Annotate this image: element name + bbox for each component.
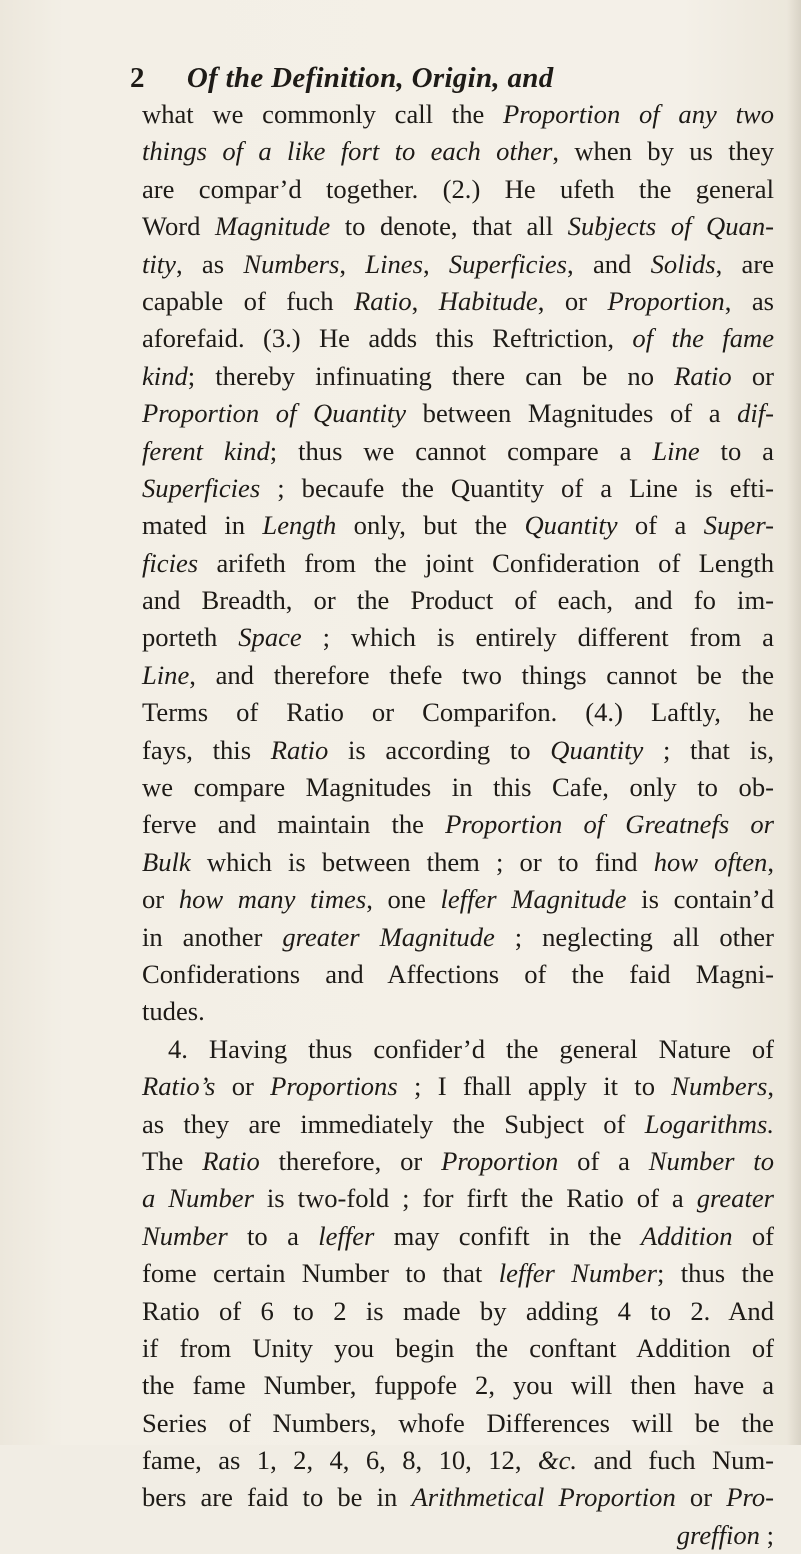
page-edge-shadow <box>787 0 801 1445</box>
text-line <box>142 657 774 694</box>
text-line <box>142 395 774 432</box>
text-run: , or <box>537 285 608 316</box>
text-run: Word <box>142 211 215 242</box>
text-line <box>142 320 774 357</box>
text-line <box>142 1143 774 1180</box>
italic-run: Length <box>262 510 337 541</box>
italic-run: Ratio <box>270 734 329 765</box>
text-run: bers are faid to be in <box>142 1482 412 1513</box>
text-run: Confiderations and Affections of the faid Magni- <box>142 958 774 989</box>
text-run: ; <box>759 1519 774 1550</box>
italic-run: Addition <box>640 1220 733 1251</box>
italic-run: Solids <box>650 248 716 279</box>
italic-run: &c. <box>537 1445 578 1476</box>
text-line <box>142 619 774 656</box>
italic-run: Superficies <box>448 248 568 279</box>
text-run: , one <box>366 884 441 915</box>
text-run: between Magnitudes of a <box>406 398 738 429</box>
text-line <box>142 1367 774 1404</box>
text-run: ferve and maintain the <box>142 809 446 840</box>
text-line <box>142 919 774 956</box>
text-run: aforefaid. (3.) He adds this Reftriction, <box>142 323 633 354</box>
italic-run: Proportion <box>441 1145 559 1176</box>
running-title: Of the Definition, Origin, and <box>186 62 554 94</box>
italic-run: how many times <box>178 884 367 915</box>
text-line <box>142 433 774 470</box>
text-run: ; thus the <box>656 1258 774 1289</box>
text-run: tudes. <box>142 996 205 1027</box>
italic-run: leffer <box>318 1220 375 1251</box>
italic-run: greffion <box>676 1519 760 1550</box>
text-line <box>142 1330 774 1367</box>
text-line <box>142 171 774 208</box>
text-run: 4. Having thus confider’d the general Nature of <box>168 1033 774 1064</box>
text-line <box>142 507 774 544</box>
text-run: are compar’d together. (2.) He ufeth the general <box>142 173 774 204</box>
italic-run: Numbers <box>243 248 340 279</box>
text-run: or <box>731 360 774 391</box>
italic-run: ficies <box>142 547 199 578</box>
text-run: , as <box>175 248 244 279</box>
text-run: is contain’d <box>626 884 774 915</box>
text-line <box>142 956 774 993</box>
italic-run: of the fame <box>632 323 774 354</box>
text-line <box>142 246 774 283</box>
text-line <box>142 1031 774 1068</box>
text-run: ; I fhall apply it to <box>397 1071 672 1102</box>
text-line <box>142 1517 774 1554</box>
text-line <box>142 1293 774 1330</box>
italic-run: Proportion <box>607 285 725 316</box>
text-line <box>142 133 774 170</box>
text-run: , as <box>724 285 774 316</box>
italic-run: Proportions <box>270 1071 398 1102</box>
text-line <box>142 844 774 881</box>
text-run: is two-fold ; for firft the Ratio of a <box>253 1183 697 1214</box>
text-run: ; becaufe the Quantity of a Line is efti- <box>260 472 774 503</box>
italic-run: Number <box>142 1220 228 1251</box>
italic-run: Numbers <box>671 1071 768 1102</box>
text-run: as they are immediately the Subject of <box>142 1108 645 1139</box>
text-run: of <box>732 1220 774 1251</box>
italic-run: Ratio’s <box>142 1071 216 1102</box>
text-run: , <box>767 846 775 877</box>
text-run: fome certain Number to that <box>142 1258 499 1289</box>
italic-run: a Number <box>142 1183 254 1214</box>
text-run: we compare Magnitudes in this Cafe, only to ob- <box>142 772 774 803</box>
text-run: may confift in the <box>374 1220 641 1251</box>
text-line <box>142 769 774 806</box>
text-run: , when by us they <box>552 136 775 167</box>
text-line <box>142 806 774 843</box>
text-run: to denote, that all <box>330 211 568 242</box>
text-run: is according to <box>328 734 551 765</box>
italic-run: tity <box>142 248 176 279</box>
text-line <box>142 582 774 619</box>
text-run: Terms of Ratio or Comparifon. (4.) Laftly, he <box>142 697 774 728</box>
italic-run: greater <box>696 1183 774 1214</box>
text-run: ; that is, <box>643 734 774 765</box>
page-number: 2 <box>130 62 145 94</box>
text-run: ; neglecting all other <box>494 921 774 952</box>
text-run: or <box>142 884 179 915</box>
italic-run: Quantity <box>524 510 618 541</box>
text-run: porteth <box>142 622 239 653</box>
text-run: , and therefore thefe two things cannot be the <box>189 659 774 690</box>
text-run: to a <box>227 1220 319 1251</box>
text-line <box>142 1218 774 1255</box>
text-run: or <box>215 1071 271 1102</box>
text-line <box>142 1068 774 1105</box>
text-run: ; which is entirely different from a <box>301 622 774 653</box>
text-run: of a <box>617 510 704 541</box>
italic-run: Quantity <box>550 734 644 765</box>
text-line <box>142 545 774 582</box>
text-line <box>142 470 774 507</box>
text-run: which is between them ; or to find <box>190 846 654 877</box>
text-line <box>142 96 774 133</box>
text-run: fame, as 1, 2, 4, 6, 8, 10, 12, <box>142 1445 538 1476</box>
italic-run: Superficies <box>142 472 261 503</box>
text-run: ; thereby infinuating there can be no <box>187 360 675 391</box>
text-line <box>142 208 774 245</box>
text-run: , and <box>567 248 651 279</box>
text-run: only, but the <box>336 510 525 541</box>
italic-run: Proportion of Greatnefs or <box>445 809 774 840</box>
text-line <box>142 694 774 731</box>
text-run: Ratio of 6 to 2 is made by adding 4 to 2. And <box>142 1295 774 1326</box>
italic-run: Pro- <box>726 1482 774 1513</box>
text-run: capable of fuch <box>142 285 355 316</box>
text-run: if from Unity you begin the conftant Addition of <box>142 1332 774 1363</box>
text-run: Series of Numbers, whofe Differences will be the <box>142 1407 774 1438</box>
text-line <box>142 1442 774 1479</box>
text-line <box>142 1479 774 1516</box>
text-run: , <box>767 1071 774 1102</box>
text-run: arifeth from the joint Confideration of Length <box>198 547 774 578</box>
text-line <box>142 993 774 1030</box>
body-text <box>142 96 774 1554</box>
italic-run: how often <box>653 846 768 877</box>
italic-run: Ratio <box>354 285 412 316</box>
italic-run: Ratio <box>674 360 732 391</box>
text-run: and fuch Num- <box>577 1445 775 1476</box>
italic-run: Lines <box>365 248 423 279</box>
italic-run: Space <box>238 622 302 653</box>
italic-run: kind <box>142 360 188 391</box>
text-run: what we commonly call the <box>142 99 504 129</box>
text-run: or <box>675 1482 727 1513</box>
italic-run: Proportion of any two <box>503 99 774 129</box>
text-run: and Breadth, or the Product of each, and fo im- <box>142 585 774 616</box>
italic-run: Ratio <box>202 1145 260 1176</box>
italic-run: Line <box>142 659 190 690</box>
text-run: of a <box>558 1145 649 1176</box>
text-run: fays, this <box>142 734 271 765</box>
text-line <box>142 1255 774 1292</box>
italic-run: Arithmetical Proportion <box>411 1482 676 1513</box>
text-run: , <box>411 285 439 316</box>
italic-run: Bulk <box>142 846 191 877</box>
italic-run: Logarithms. <box>644 1108 774 1139</box>
text-run: , are <box>715 248 775 279</box>
text-line <box>142 283 774 320</box>
text-line <box>142 1405 774 1442</box>
text-run: therefore, or <box>259 1145 442 1176</box>
text-run: ; thus we cannot compare a <box>269 435 653 466</box>
italic-run: dif- <box>737 398 774 429</box>
text-run: mated in <box>142 510 263 541</box>
text-line <box>142 1106 774 1143</box>
italic-run: things of a like fort to each other <box>142 136 553 167</box>
text-line <box>142 732 774 769</box>
text-line <box>142 881 774 918</box>
italic-run: Line <box>652 435 700 466</box>
italic-run: greater Magnitude <box>282 921 495 952</box>
text-line <box>142 358 774 395</box>
italic-run: Super- <box>703 510 775 541</box>
italic-run: Subjects of Quan- <box>567 211 775 242</box>
text-run: The <box>142 1145 203 1176</box>
italic-run: Habitude <box>438 285 538 316</box>
text-run: in another <box>142 921 283 952</box>
italic-run: leffer Number <box>498 1258 657 1289</box>
italic-run: Proportion of Quantity <box>142 398 407 429</box>
text-run: , <box>339 248 366 279</box>
text-run: to a <box>699 435 774 466</box>
italic-run: leffer Magnitude <box>440 884 627 915</box>
italic-run: ferent kind <box>142 435 270 466</box>
text-line <box>142 1180 774 1217</box>
text-run: , <box>422 248 449 279</box>
text-run: the fame Number, fuppofe 2, you will then have a <box>142 1370 774 1401</box>
italic-run: Number to <box>648 1145 774 1176</box>
italic-run: Magnitude <box>214 211 331 242</box>
